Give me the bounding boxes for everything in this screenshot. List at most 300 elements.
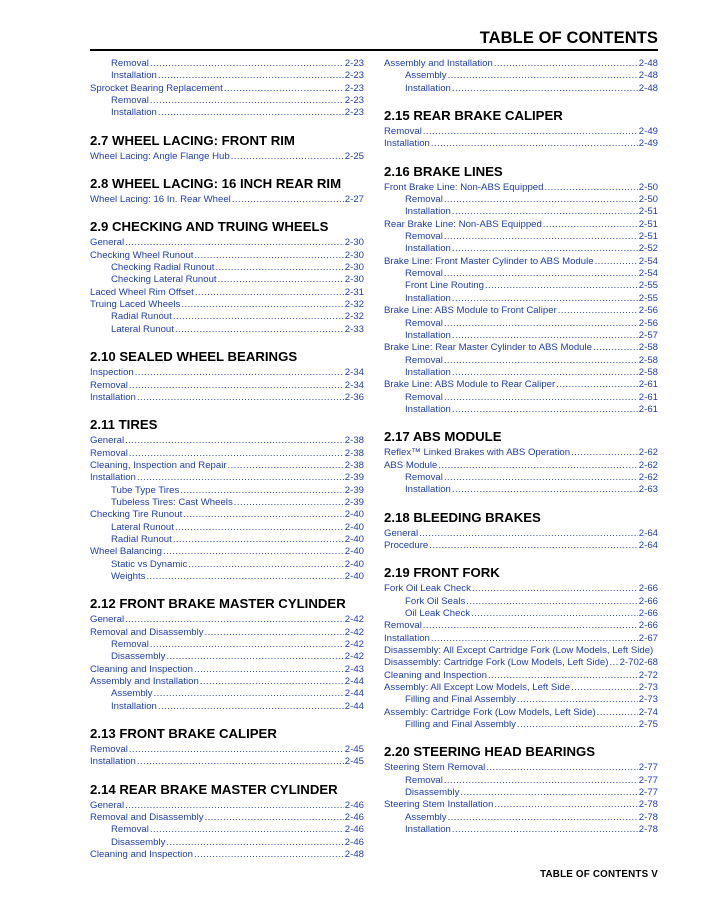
toc-entry-label[interactable]: Procedure [384, 539, 429, 551]
toc-entry-label[interactable]: Cleaning and Inspection [384, 669, 487, 681]
toc-entry-page[interactable]: 2-74 [638, 706, 658, 718]
toc-entry[interactable] [90, 756, 364, 768]
toc-entry-page[interactable]: 2-58 [638, 342, 658, 354]
toc-entry-page[interactable]: 2-31 [344, 286, 364, 298]
toc-entry-label[interactable]: Installation [405, 824, 451, 836]
toc-entry-page[interactable]: 2-46 [344, 824, 364, 836]
toc-entry-page[interactable]: 2-46 [344, 799, 364, 811]
toc-entry-label[interactable]: Wheel Lacing: 16 In. Rear Wheel [90, 194, 231, 206]
toc-entry-label[interactable]: Wheel Balancing [90, 546, 162, 558]
toc-entry[interactable] [90, 151, 364, 163]
toc-entry-page[interactable]: 2-50 [638, 181, 658, 193]
toc-subentry[interactable] [90, 58, 364, 70]
toc-subentry[interactable] [90, 311, 364, 323]
toc-entry-label[interactable]: Installation [405, 484, 451, 496]
toc-entry-page[interactable]: 2-30 [344, 274, 364, 286]
toc-entry-label[interactable]: Removal [405, 268, 443, 280]
toc-subentry[interactable] [90, 262, 364, 274]
toc-entry-page[interactable]: 2-46 [344, 836, 364, 848]
toc-entry[interactable] [90, 509, 364, 521]
toc-entry[interactable] [90, 664, 364, 676]
toc-entry-page[interactable]: 2-48 [638, 70, 658, 82]
toc-subentry[interactable] [384, 243, 658, 255]
toc-entry[interactable] [384, 379, 658, 391]
toc-entry-page[interactable]: 2-66 [638, 583, 658, 595]
toc-entry-page[interactable]: 2-72 [638, 669, 658, 681]
toc-entry-page[interactable]: 2-45 [344, 744, 364, 756]
toc-subentry[interactable] [90, 70, 364, 82]
toc-entry-page[interactable]: 2-39 [344, 484, 364, 496]
toc-entry-page[interactable]: 2-34 [344, 379, 364, 391]
toc-entry-page[interactable]: 2-78 [638, 799, 658, 811]
toc-subentry[interactable] [90, 824, 364, 836]
toc-entry-label[interactable]: Disassembly: Cartridge Fork (Low Models, Left Side) [384, 657, 609, 669]
toc-entry-page[interactable]: 2-73 [638, 694, 658, 706]
toc-entry-label[interactable]: Installation [90, 472, 136, 484]
toc-entry-label[interactable]: Sprocket Bearing Replacement [90, 82, 223, 94]
toc-entry-page[interactable]: 2-23 [344, 107, 364, 119]
toc-entry-label[interactable]: Installation [405, 329, 451, 341]
toc-subentry[interactable] [384, 787, 658, 799]
toc-subentry[interactable] [384, 824, 658, 836]
toc-entry-page[interactable]: 2-33 [344, 323, 364, 335]
toc-entry-page[interactable]: 2-30 [344, 237, 364, 249]
toc-entry-label[interactable]: Removal and Disassembly [90, 626, 204, 638]
toc-subentry[interactable] [384, 293, 658, 305]
toc-entry-page[interactable]: 2-61 [638, 379, 658, 391]
toc-entry-page[interactable]: 2-64 [638, 527, 658, 539]
toc-entry-label[interactable]: Cleaning and Inspection [90, 849, 193, 861]
toc-entry-page[interactable]: 2-77 [638, 787, 658, 799]
toc-entry[interactable] [90, 194, 364, 206]
toc-subentry[interactable] [90, 559, 364, 571]
toc-entry-label[interactable]: Rear Brake Line: Non-ABS Equipped [384, 218, 542, 230]
toc-entry-label[interactable]: Removal [90, 744, 128, 756]
toc-entry-page[interactable]: 2-38 [344, 435, 364, 447]
toc-subentry[interactable] [90, 534, 364, 546]
toc-entry-page[interactable]: 2-30 [344, 262, 364, 274]
section-heading: 2.19 FRONT FORK [384, 565, 500, 581]
toc-entry-label[interactable]: Checking Radial Runout [111, 262, 215, 274]
toc-entry-page[interactable]: 2-54 [638, 255, 658, 267]
toc-entry-label[interactable]: Checking Wheel Runout [90, 249, 194, 261]
toc-subentry[interactable] [90, 485, 364, 497]
toc-entry[interactable] [90, 448, 364, 460]
toc-entry-page[interactable]: 2-75 [638, 719, 658, 731]
toc-subentry[interactable] [90, 639, 364, 651]
toc-entry-page[interactable]: 2-58 [638, 366, 658, 378]
toc-entry-label[interactable]: Assembly and Installation [384, 58, 493, 69]
toc-entry-page[interactable]: 2-66 [638, 608, 658, 619]
toc-entry-label[interactable]: Installation [111, 107, 157, 119]
toc-column-left [90, 58, 364, 861]
toc-entry-label[interactable]: Installation [405, 206, 451, 218]
toc-entry[interactable] [90, 237, 364, 249]
toc-entry-label[interactable]: General [90, 799, 125, 811]
toc-entry-page[interactable]: 2-48 [638, 82, 658, 94]
toc-entry[interactable] [90, 287, 364, 299]
toc-entry-page[interactable]: 2-32 [344, 299, 364, 311]
toc-entry-label[interactable]: Assembly: Cartridge Fork (Low Models, Left Side) [384, 706, 596, 718]
section-heading: 2.8 WHEEL LACING: 16 INCH REAR RIM [90, 176, 342, 192]
dot-leader [571, 682, 638, 694]
toc-entry-label[interactable]: Removal [384, 620, 422, 632]
toc-subentry[interactable] [90, 571, 364, 583]
toc-entry[interactable] [384, 583, 658, 595]
toc-entry[interactable] [90, 83, 364, 95]
section-heading: 2.11 TIRES [90, 417, 158, 433]
toc-entry-page[interactable]: 2-58 [638, 354, 658, 366]
dot-leader [452, 484, 638, 496]
toc-entry[interactable] [384, 460, 658, 472]
toc-subentry[interactable] [384, 812, 658, 824]
toc-entry-page[interactable]: 2-70 [619, 657, 639, 669]
toc-entry-page[interactable]: 2-57 [638, 329, 658, 341]
toc-entry[interactable] [384, 256, 658, 268]
toc-entry-label[interactable]: Installation [90, 756, 136, 768]
toc-entry-label[interactable]: Brake Line: Front Master Cylinder to ABS Module [384, 255, 594, 267]
toc-subentry[interactable] [384, 775, 658, 787]
toc-subentry[interactable] [384, 392, 658, 404]
toc-entry-label[interactable]: Installation [111, 700, 157, 712]
dot-leader [438, 460, 637, 472]
toc-subentry[interactable] [384, 268, 658, 280]
toc-entry-label[interactable]: Removal [405, 471, 443, 483]
toc-entry[interactable] [90, 435, 364, 447]
toc-entry-label[interactable]: Removal [111, 824, 149, 836]
toc-entry-label[interactable]: Removal [111, 95, 149, 107]
toc-entry-label[interactable]: Reflex™ Linked Brakes with ABS Operation [384, 447, 571, 459]
toc-entry-page[interactable]: 2-43 [344, 663, 364, 675]
toc-entry-page[interactable]: 2-64 [638, 539, 658, 551]
toc-subentry[interactable] [90, 274, 364, 286]
toc-entry[interactable] [90, 744, 364, 756]
toc-entry-page[interactable]: 2-56 [638, 305, 658, 317]
dot-leader [150, 95, 344, 107]
toc-entry-label[interactable]: Laced Wheel Rim Offset [90, 286, 194, 298]
toc-subentry[interactable] [384, 719, 658, 731]
toc-entry-page[interactable]: 2-78 [638, 824, 658, 836]
dot-leader [460, 787, 637, 799]
toc-entry-label[interactable]: Removal [405, 194, 443, 206]
toc-entry-label[interactable]: Assembly: All Except Low Models, Left Side [384, 682, 571, 694]
toc-entry-label[interactable]: Lateral Runout [111, 521, 174, 533]
toc-entry[interactable] [384, 126, 658, 138]
toc-entry-page[interactable]: 2-52 [638, 243, 658, 255]
toc-subentry[interactable] [90, 107, 364, 119]
toc-entry[interactable] [90, 812, 364, 824]
toc-entry-label[interactable]: Assembly [111, 688, 153, 700]
toc-entry-label[interactable]: Tube Type Tires [111, 484, 180, 496]
dot-leader [180, 485, 344, 497]
toc-entry-page[interactable]: 2-77 [638, 762, 658, 774]
toc-entry-page[interactable]: 2-42 [344, 626, 364, 638]
toc-entry-page[interactable]: 2-51 [638, 218, 658, 230]
toc-subentry[interactable] [384, 367, 658, 379]
toc-entry[interactable] [90, 472, 364, 484]
toc-entry-page[interactable]: 2-49 [638, 138, 658, 150]
toc-entry-page[interactable]: 2-61 [638, 403, 658, 415]
toc-entry-page[interactable]: 2-40 [344, 509, 364, 521]
toc-subentry[interactable] [384, 280, 658, 292]
toc-entry[interactable] [90, 460, 364, 472]
toc-entry[interactable] [384, 799, 658, 811]
toc-entry-label[interactable]: Installation [405, 243, 451, 255]
toc-entry[interactable] [90, 392, 364, 404]
toc-entry-label[interactable]: Checking Lateral Runout [111, 274, 217, 286]
toc-entry-page[interactable]: 2-44 [344, 676, 364, 688]
toc-entry-label[interactable]: Fork Oil Seals [405, 595, 466, 607]
toc-entry-page[interactable]: 2-68 [638, 657, 658, 669]
toc-entry-label[interactable]: Inspection [90, 367, 134, 379]
toc-entry-label[interactable]: Radial Runout [111, 533, 172, 545]
toc-entry-label[interactable]: Removal [405, 317, 443, 329]
toc-entry-page[interactable]: 2-27 [344, 194, 364, 206]
toc-entry-page[interactable]: 2-40 [344, 521, 364, 533]
toc-entry-page[interactable]: 2-30 [344, 249, 364, 261]
toc-entry[interactable] [384, 219, 658, 231]
toc-entry-page[interactable]: 2-66 [638, 595, 658, 607]
toc-entry-label[interactable]: General [90, 435, 125, 447]
toc-entry-page[interactable]: 2-54 [638, 268, 658, 280]
toc-entry-page[interactable]: 2-50 [638, 194, 658, 206]
toc-entry-page[interactable]: 2-44 [344, 688, 364, 700]
toc-subentry[interactable] [384, 330, 658, 342]
toc-entry-page[interactable]: 2-39 [344, 496, 364, 508]
toc-entry-label[interactable]: Disassembly [405, 787, 460, 799]
toc-entry[interactable] [90, 367, 364, 379]
toc-entry[interactable] [90, 676, 364, 688]
toc-subentry[interactable] [90, 497, 364, 509]
toc-subentry[interactable] [384, 596, 658, 608]
toc-subentry[interactable] [90, 522, 364, 534]
toc-entry-label[interactable]: Static vs Dynamic [111, 558, 188, 570]
toc-entry-page[interactable]: 2-32 [344, 311, 364, 323]
toc-entry-page[interactable]: 2-56 [638, 317, 658, 329]
toc-entry-label[interactable]: Installation [111, 70, 157, 82]
toc-entry-label[interactable]: Oil Leak Check [405, 608, 471, 619]
toc-entry-page[interactable]: 2-62 [638, 471, 658, 483]
toc-entry-page[interactable]: 2-55 [638, 280, 658, 292]
toc-entry-label[interactable]: General [90, 237, 125, 249]
toc-entry[interactable] [384, 540, 658, 552]
toc-entry-label[interactable]: Installation [405, 292, 451, 304]
toc-entry-page[interactable]: 2-62 [638, 447, 658, 459]
toc-subentry[interactable] [384, 83, 658, 95]
toc-entry[interactable] [90, 546, 364, 558]
toc-entry-page[interactable]: 2-34 [344, 367, 364, 379]
toc-entry-label[interactable]: Brake Line: Rear Master Cylinder to ABS Module [384, 342, 592, 354]
toc-entry-label[interactable]: Installation [90, 391, 136, 403]
toc-entry-label[interactable]: Filling and Final Assembly [405, 719, 516, 731]
toc-subentry[interactable] [90, 837, 364, 849]
toc-entry-label[interactable]: General [90, 614, 125, 626]
toc-entry-label[interactable]: Steering Stem Installation [384, 799, 494, 811]
toc-entry-page[interactable]: 2-23 [344, 95, 364, 107]
toc-entry-label[interactable]: Cleaning, Inspection and Repair [90, 459, 227, 471]
toc-entry-page[interactable]: 2-63 [638, 484, 658, 496]
toc-entry-label[interactable]: Installation [405, 366, 451, 378]
toc-entry-label[interactable]: Tubeless Tires: Cast Wheels [111, 496, 233, 508]
toc-entry-label[interactable]: Radial Runout [111, 311, 172, 323]
dot-leader [517, 694, 638, 706]
toc-entry[interactable] [384, 528, 658, 540]
toc-entry-label[interactable]: Removal [90, 447, 128, 459]
toc-entry-label[interactable]: Removal [111, 639, 149, 650]
toc-entry-label[interactable]: Cleaning and Inspection [90, 663, 193, 675]
toc-subentry[interactable] [90, 701, 364, 713]
toc-entry[interactable] [384, 447, 658, 459]
toc-entry-page[interactable]: 2-48 [638, 58, 658, 69]
toc-entry-label[interactable]: Brake Line: ABS Module to Rear Caliper [384, 379, 556, 391]
toc-entry-label[interactable]: Removal [405, 231, 443, 243]
toc-subentry[interactable] [90, 95, 364, 107]
toc-entry-page[interactable]: 2-78 [638, 811, 658, 823]
toc-entry[interactable] [384, 762, 658, 774]
toc-entry-label[interactable]: Fork Oil Leak Check [384, 583, 471, 595]
toc-subentry[interactable] [384, 472, 658, 484]
toc-entry-label[interactable]: Removal [111, 58, 149, 69]
dot-leader [146, 571, 343, 583]
toc-entry-label[interactable]: Removal [405, 391, 443, 403]
toc-entry-label[interactable]: Assembly and Installation [90, 676, 199, 688]
toc-entry-label[interactable]: Wheel Lacing: Angle Flange Hub [90, 150, 230, 162]
toc-entry-page[interactable]: 2-42 [344, 614, 364, 626]
toc-subentry[interactable] [384, 231, 658, 243]
toc-entry-label[interactable]: Assembly [405, 70, 447, 82]
toc-subentry[interactable] [90, 651, 364, 663]
toc-entry-page[interactable]: 2-40 [344, 533, 364, 545]
toc-entry-label[interactable]: Installation [384, 138, 430, 150]
toc-entry-page[interactable]: 2-61 [638, 391, 658, 403]
toc-entry-label[interactable]: Checking Tire Runout [90, 509, 183, 521]
toc-entry-page[interactable]: 2-42 [344, 639, 364, 650]
toc-entry-page[interactable]: 2-77 [638, 774, 658, 786]
toc-subentry[interactable] [384, 355, 658, 367]
section-heading: 2.15 REAR BRAKE CALIPER [384, 108, 563, 124]
toc-entry-label[interactable]: Truing Laced Wheels [90, 299, 181, 311]
toc-entry-label[interactable]: Filling and Final Assembly [405, 694, 516, 706]
toc-entry-page[interactable]: 2-48 [344, 849, 364, 861]
toc-entry-page[interactable]: 2-45 [344, 756, 364, 768]
dot-leader [158, 701, 344, 713]
toc-entry-label[interactable]: Brake Line: ABS Module to Front Caliper [384, 305, 557, 317]
toc-entry-page[interactable]: 2-49 [638, 126, 658, 138]
toc-subentry[interactable] [384, 206, 658, 218]
toc-entry[interactable] [384, 138, 658, 150]
toc-entry-label[interactable]: Disassembly [111, 836, 166, 848]
toc-entry[interactable] [384, 670, 658, 682]
toc-entry-label[interactable]: Lateral Runout [111, 323, 174, 335]
dot-leader [444, 194, 638, 206]
toc-entry[interactable] [90, 380, 364, 392]
toc-entry-page[interactable]: 2-25 [344, 150, 364, 162]
toc-subentry[interactable] [90, 688, 364, 700]
toc-entry-page[interactable]: 2-40 [344, 558, 364, 570]
toc-subentry[interactable] [384, 608, 658, 620]
toc-subentry[interactable] [384, 70, 658, 82]
toc-subentry[interactable] [384, 318, 658, 330]
toc-entry[interactable] [384, 58, 658, 70]
toc-entry-page[interactable]: 2-36 [344, 391, 364, 403]
toc-entry-page[interactable]: 2-46 [344, 812, 364, 824]
toc-subentry[interactable] [384, 194, 658, 206]
toc-entry-label[interactable]: ABS Module [384, 459, 438, 471]
toc-entry-page[interactable]: 2-62 [638, 459, 658, 471]
toc-entry-page[interactable]: 2-73 [638, 682, 658, 694]
toc-entry-page[interactable]: 2-44 [344, 700, 364, 712]
toc-entry[interactable] [90, 614, 364, 626]
toc-entry-page[interactable]: 2-40 [344, 546, 364, 558]
toc-entry[interactable] [384, 182, 658, 194]
toc-entry-label[interactable]: Installation [405, 82, 451, 94]
toc-entry-page[interactable]: 2-40 [344, 570, 364, 582]
toc-subentry[interactable] [384, 404, 658, 416]
toc-entry[interactable] [384, 305, 658, 317]
toc-entry-label[interactable]: Weights [111, 570, 146, 582]
toc-entry-label[interactable]: Assembly [405, 811, 447, 823]
toc-entry-label[interactable]: Removal [90, 379, 128, 391]
toc-entry[interactable] [90, 250, 364, 262]
toc-entry-page[interactable]: 2-67 [638, 632, 658, 644]
toc-entry-label[interactable]: Removal and Disassembly [90, 812, 204, 824]
toc-entry-label[interactable]: Front Line Routing [405, 280, 484, 292]
toc-entry[interactable] [384, 682, 658, 694]
toc-entry-page[interactable]: 2-55 [638, 292, 658, 304]
toc-entry-page[interactable]: 2-38 [344, 459, 364, 471]
dot-leader [137, 392, 344, 404]
toc-entry-label[interactable]: Disassembly: All Except Cartridge Fork (Low Models, Left Side) [384, 645, 654, 657]
dot-leader [444, 355, 638, 367]
toc-entry[interactable] [384, 620, 658, 632]
toc-entry-label[interactable]: Steering Stem Removal [384, 762, 486, 774]
dot-leader [494, 58, 638, 70]
toc-entry-page[interactable]: 2-38 [344, 447, 364, 459]
dot-leader [556, 379, 638, 391]
toc-entry-label[interactable]: Installation [384, 632, 430, 644]
toc-subentry[interactable] [384, 484, 658, 496]
toc-entry-page[interactable]: 2-51 [638, 206, 658, 218]
toc-entry-page[interactable]: 2-23 [344, 58, 364, 69]
toc-entry-page[interactable]: 2-66 [638, 620, 658, 632]
toc-entry-label[interactable]: Disassembly [111, 651, 166, 663]
toc-entry-label[interactable]: Removal [384, 126, 422, 138]
toc-entry-label[interactable]: Removal [405, 354, 443, 366]
toc-entry[interactable] [90, 800, 364, 812]
toc-entry-page[interactable]: 2-23 [344, 70, 364, 82]
toc-entry[interactable] [90, 849, 364, 861]
toc-entry[interactable] [384, 657, 639, 669]
toc-entry[interactable] [90, 299, 364, 311]
dot-leader [452, 206, 638, 218]
toc-entry-page[interactable]: 2-51 [638, 231, 658, 243]
dot-leader [181, 299, 343, 311]
toc-entry-page[interactable]: 2-39 [344, 472, 364, 484]
toc-entry-label[interactable]: General [384, 527, 419, 539]
toc-subentry[interactable] [90, 324, 364, 336]
toc-entry[interactable] [384, 633, 658, 645]
dot-leader [194, 664, 344, 676]
toc-entry[interactable] [384, 707, 658, 719]
toc-entry[interactable] [384, 342, 658, 354]
toc-entry[interactable] [90, 627, 364, 639]
toc-entry-label[interactable]: Front Brake Line: Non-ABS Equipped [384, 181, 544, 193]
toc-entry-page[interactable]: 2-23 [344, 82, 364, 94]
toc-entry-label[interactable]: Installation [405, 403, 451, 415]
toc-entry-page[interactable]: 2-42 [344, 651, 364, 663]
toc-subentry[interactable] [384, 694, 658, 706]
toc-entry-label[interactable]: Removal [405, 774, 443, 786]
